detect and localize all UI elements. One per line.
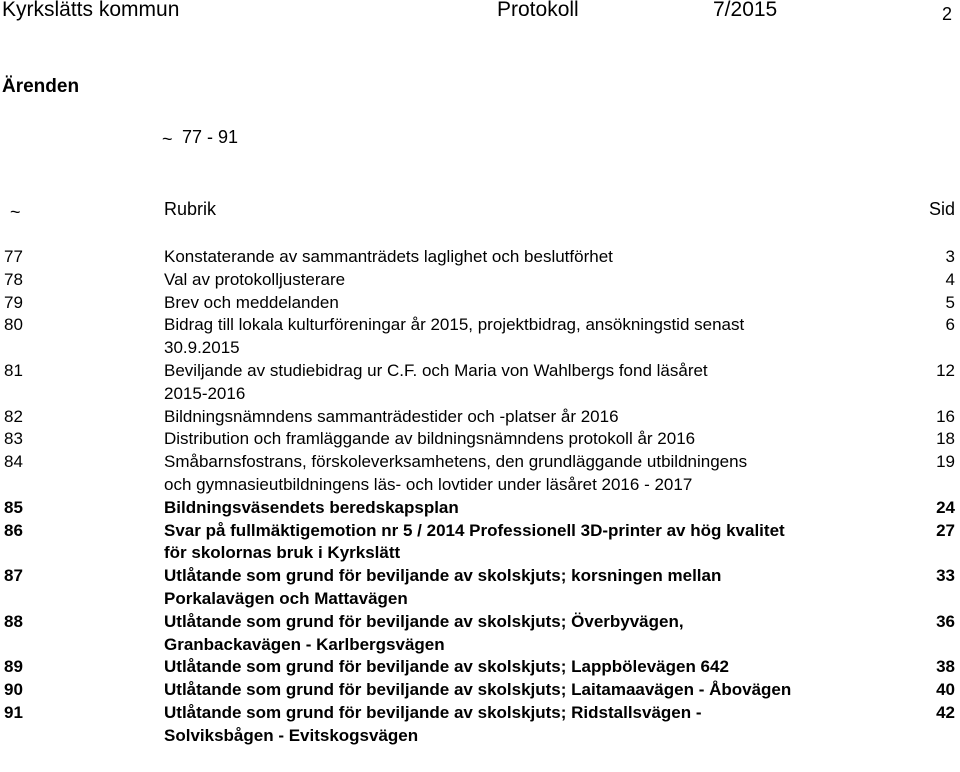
section-heading: Ärenden <box>2 76 80 97</box>
agenda-item-title: Utlåtande som grund för beviljande av skolskjuts; Ridstallsvägen - Solviksbågen - Evitskogsvägen <box>164 702 702 745</box>
range-marker: ~ <box>162 129 173 149</box>
agenda-item-title: Val av protokolljusterare <box>164 269 346 289</box>
agenda-item-number: 87 <box>4 566 23 586</box>
agenda-item-title: Utlåtande som grund för beviljande av skolskjuts; Laitamaavägen - Åbovägen <box>164 680 792 700</box>
agenda-item <box>0 451 960 497</box>
agenda-item-page: 36 <box>936 611 955 631</box>
agenda-item <box>0 656 960 679</box>
agenda-item-page: 24 <box>936 497 955 517</box>
agenda-item <box>0 360 960 406</box>
agenda-item <box>0 611 960 657</box>
agenda-item-number: 77 <box>4 247 23 266</box>
agenda-item-page: 33 <box>936 566 955 586</box>
agenda-item-page: 38 <box>936 657 955 677</box>
agenda-item <box>0 269 960 292</box>
column-header-sid: Sid <box>928 199 955 219</box>
agenda-item <box>0 702 960 748</box>
agenda-item-title: Utlåtande som grund för beviljande av skolskjuts; Lappbölevägen 642 <box>164 657 729 677</box>
agenda-item-number: 79 <box>4 292 23 312</box>
agenda-item-number: 86 <box>4 520 23 540</box>
agenda-item-number: 81 <box>4 360 23 380</box>
agenda-item <box>0 565 960 611</box>
agenda-item <box>0 314 960 360</box>
agenda-item-title: Småbarnsfostrans, förskoleverksamhetens, den grundläggande utbildningens och gymnasieutbildningens läs- och lovtider under läsåret 2016 - 2017 <box>164 452 748 494</box>
agenda-item-number: 90 <box>4 680 23 700</box>
page-header <box>0 0 960 26</box>
agenda-item-number: 80 <box>4 315 23 335</box>
agenda-item-page: 4 <box>945 269 955 289</box>
column-header-rubrik: Rubrik <box>164 199 217 219</box>
agenda-item-page: 18 <box>936 429 955 449</box>
agenda-item-page: 16 <box>936 406 955 426</box>
organization-name: Kyrkslätts kommun <box>2 0 180 21</box>
agenda-item-title: Utlåtande som grund för beviljande av skolskjuts; Överbyvägen, Granbackavägen - Karlbergsvägen <box>164 611 684 654</box>
agenda-item-page: 27 <box>936 520 955 540</box>
agenda-item-page: 40 <box>936 680 955 700</box>
agenda-item <box>0 520 960 566</box>
agenda-item-number: 91 <box>4 702 23 722</box>
item-range: 77 - 91 <box>182 127 239 147</box>
agenda-item-number: 88 <box>4 611 23 631</box>
agenda-item-title: Bildningsväsendets beredskapsplan <box>164 497 459 517</box>
agenda-item <box>0 292 960 315</box>
agenda-item-number: 85 <box>4 497 23 517</box>
agenda-item-number: 83 <box>4 429 23 449</box>
agenda-item-title: Beviljande av studiebidrag ur C.F. och Maria von Wahlbergs fond läsåret 2015-2016 <box>164 360 708 403</box>
agenda-item-page: 42 <box>936 702 955 722</box>
agenda-item-title: Konstaterande av sammanträdets laglighet och beslutförhet <box>164 247 613 266</box>
agenda-item-title: Utlåtande som grund för beviljande av skolskjuts; korsningen mellan Porkalavägen och Mattavägen <box>164 566 722 608</box>
column-marker: ~ <box>10 202 21 222</box>
agenda-item-page: 3 <box>945 247 955 266</box>
agenda-item-title: Bidrag till lokala kulturföreningar år 2015, projektbidrag, ansökningstid senast 30.9.2015 <box>164 315 745 358</box>
document-type: Protokoll <box>497 0 579 21</box>
agenda-item-title: Bildningsnämndens sammanträdestider och -platser år 2016 <box>164 406 619 426</box>
agenda-item <box>0 246 960 269</box>
agenda-item <box>0 406 960 429</box>
agenda-item-title: Svar på fullmäktigemotion nr 5 / 2014 Professionell 3D-printer av hög kvalitet för skolornas bruk i Kyrkslätt <box>164 520 785 563</box>
agenda-item <box>0 428 960 451</box>
agenda-item-page: 5 <box>945 292 955 312</box>
agenda-item <box>0 679 960 702</box>
agenda-item <box>0 497 960 520</box>
agenda-item-page: 6 <box>945 315 955 335</box>
agenda-item-title: Distribution och framläggande av bildningsnämndens protokoll år 2016 <box>164 429 696 449</box>
agenda-item-number: 89 <box>4 657 23 677</box>
agenda-item-title: Brev och meddelanden <box>164 292 339 312</box>
agenda-item-number: 84 <box>4 452 23 472</box>
agenda-list <box>0 246 960 748</box>
agenda-item-number: 78 <box>4 269 23 289</box>
page-number: 2 <box>942 4 953 24</box>
agenda-item-page: 12 <box>936 360 955 380</box>
document-number: 7/2015 <box>713 0 778 21</box>
agenda-item-number: 82 <box>4 406 23 426</box>
agenda-item-page: 19 <box>936 452 955 472</box>
